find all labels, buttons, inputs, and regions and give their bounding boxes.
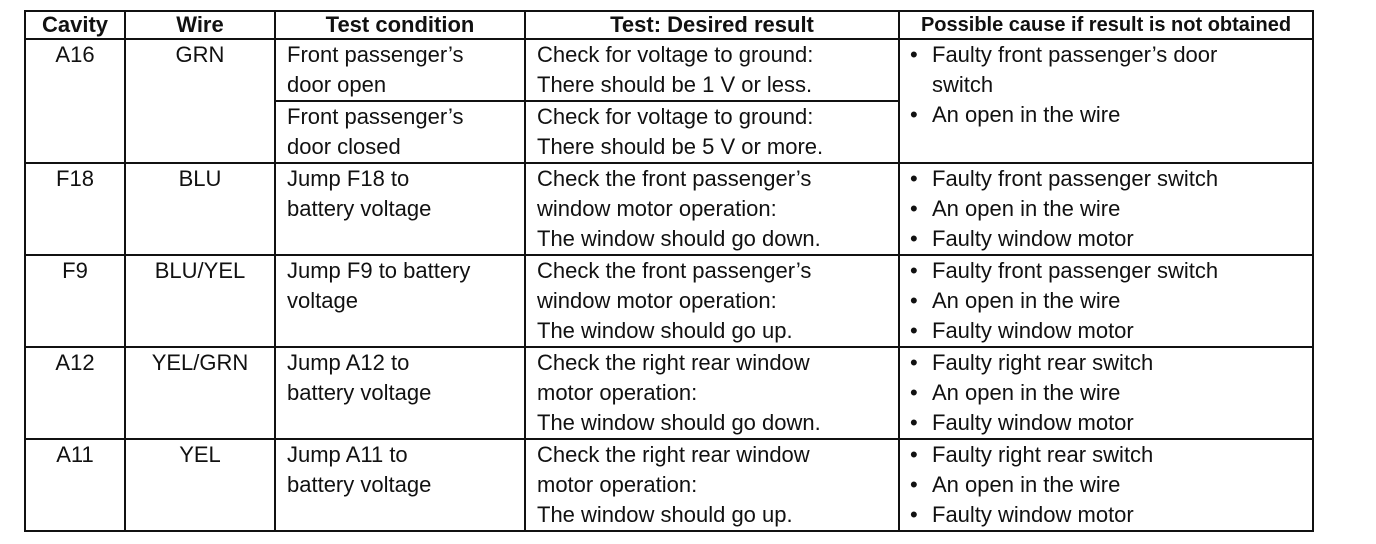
condition-cell [275, 255, 525, 347]
result-line: Check the front passenger’s [537, 166, 812, 191]
condition-line: battery voltage [287, 196, 432, 221]
cause-item [910, 348, 1312, 378]
cause-item [910, 164, 1312, 194]
cause-cell [899, 255, 1313, 347]
bullet-icon: • [910, 318, 918, 343]
header-cavity: Cavity [25, 11, 125, 39]
cause-text: Faulty window motor [932, 502, 1134, 527]
cause-item [910, 470, 1312, 500]
wiring-test-table [24, 10, 1314, 532]
cavity-cell: F9 [25, 255, 125, 347]
cause-text: Faulty window motor [932, 410, 1134, 435]
cause-cell [899, 39, 1313, 163]
cause-item [910, 256, 1312, 286]
cause-item [910, 378, 1312, 408]
cause-item [910, 440, 1312, 470]
condition-line: Jump F18 to [287, 166, 410, 191]
result-line: The window should go up. [537, 502, 793, 527]
result-line: Check the front passenger’s [537, 258, 812, 283]
result-line: Check for voltage to ground: [537, 42, 814, 67]
cause-text: Faulty front passenger switch [932, 166, 1219, 191]
bullet-icon: • [910, 196, 918, 221]
bullet-icon: • [910, 350, 918, 375]
condition-line: Jump A12 to [287, 350, 410, 375]
result-line: Check the right rear window [537, 442, 810, 467]
cause-text: An open in the wire [932, 102, 1121, 127]
condition-cell [275, 163, 525, 255]
cause-text: Faulty front passenger switch [932, 258, 1219, 283]
condition-cell [275, 101, 525, 163]
result-cell [525, 101, 899, 163]
result-cell [525, 163, 899, 255]
result-line: There should be 5 V or more. [537, 134, 824, 159]
header-wire: Wire [125, 11, 275, 39]
result-line: Check the right rear window [537, 350, 810, 375]
cavity-cell: A16 [25, 39, 125, 163]
wire-cell: BLU [125, 163, 275, 255]
bullet-icon: • [910, 258, 918, 283]
header-row [25, 11, 1313, 39]
cause-item [910, 100, 1312, 130]
result-line: Check for voltage to ground: [537, 104, 814, 129]
result-line: The window should go up. [537, 318, 793, 343]
bullet-icon: • [910, 472, 918, 497]
condition-line: Front passenger’s [287, 42, 464, 67]
bullet-icon: • [910, 166, 918, 191]
condition-cell [275, 347, 525, 439]
cause-text: An open in the wire [932, 196, 1121, 221]
result-cell [525, 439, 899, 531]
header-test-condition: Test condition [275, 11, 525, 39]
cause-text: Faulty right rear switch [932, 442, 1154, 467]
cause-cell [899, 163, 1313, 255]
cause-text: Faulty window motor [932, 226, 1134, 251]
result-line: The window should go down. [537, 410, 821, 435]
result-line: The window should go down. [537, 226, 821, 251]
bullet-icon: • [910, 442, 918, 467]
condition-line: door open [287, 72, 387, 97]
condition-line: door closed [287, 134, 401, 159]
cause-text: Faulty front passenger’s door [932, 42, 1218, 67]
cause-item [910, 286, 1312, 316]
result-line: motor operation: [537, 472, 698, 497]
cause-item [910, 500, 1312, 530]
table-row [25, 439, 1313, 531]
condition-cell [275, 39, 525, 101]
cause-text: An open in the wire [932, 380, 1121, 405]
condition-line: voltage [287, 288, 358, 313]
condition-cell [275, 439, 525, 531]
condition-line: battery voltage [287, 380, 432, 405]
table-row [25, 255, 1313, 347]
cause-cell [899, 439, 1313, 531]
wire-cell: YEL/GRN [125, 347, 275, 439]
condition-line: Jump F9 to battery [287, 258, 471, 283]
result-cell [525, 39, 899, 101]
cause-text: switch [932, 72, 994, 97]
result-cell [525, 255, 899, 347]
bullet-icon: • [910, 380, 918, 405]
cause-item [910, 40, 1312, 70]
bullet-icon: • [910, 42, 918, 67]
result-line: motor operation: [537, 380, 698, 405]
cause-item-continued [910, 70, 1312, 100]
header-possible-cause: Possible cause if result is not obtained [899, 11, 1313, 39]
cavity-cell: A12 [25, 347, 125, 439]
cause-item [910, 194, 1312, 224]
bullet-icon: • [910, 102, 918, 127]
cause-item [910, 224, 1312, 254]
cause-text: An open in the wire [932, 472, 1121, 497]
table-row [25, 39, 1313, 101]
cause-text: Faulty right rear switch [932, 350, 1154, 375]
condition-line: Jump A11 to [287, 442, 408, 467]
cause-text: Faulty window motor [932, 318, 1134, 343]
header-desired-result: Test: Desired result [525, 11, 899, 39]
table-row [25, 163, 1313, 255]
cause-item [910, 408, 1312, 438]
cause-item [910, 316, 1312, 346]
cause-text: An open in the wire [932, 288, 1121, 313]
result-line: window motor operation: [537, 288, 777, 313]
table-row [25, 347, 1313, 439]
result-cell [525, 347, 899, 439]
cavity-cell: A11 [25, 439, 125, 531]
cavity-cell: F18 [25, 163, 125, 255]
bullet-icon: • [910, 226, 918, 251]
result-line: There should be 1 V or less. [537, 72, 813, 97]
cause-cell [899, 347, 1313, 439]
wire-cell: GRN [125, 39, 275, 163]
bullet-icon: • [910, 288, 918, 313]
result-line: window motor operation: [537, 196, 777, 221]
wire-cell: YEL [125, 439, 275, 531]
bullet-icon: • [910, 502, 918, 527]
condition-line: battery voltage [287, 472, 432, 497]
condition-line: Front passenger’s [287, 104, 464, 129]
bullet-icon: • [910, 410, 918, 435]
wire-cell: BLU/YEL [125, 255, 275, 347]
